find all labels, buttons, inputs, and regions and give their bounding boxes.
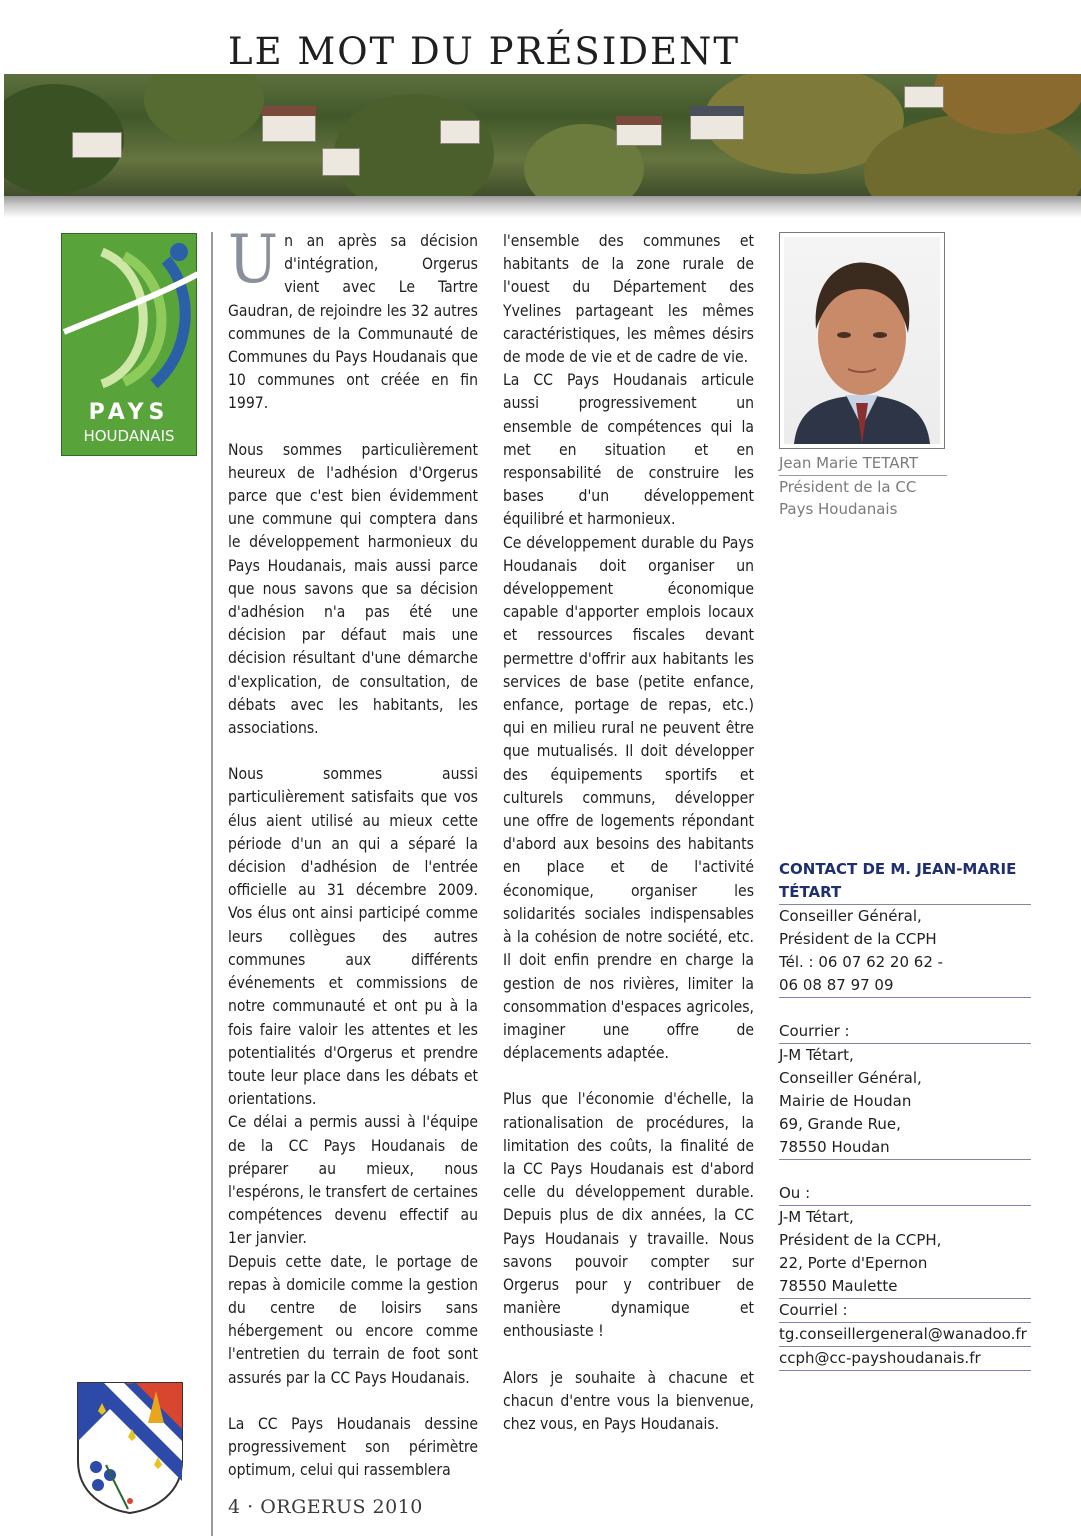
page-footer: 4 · ORGERUS 2010 xyxy=(228,1496,423,1518)
portrait-role: Président de la CC Pays Houdanais xyxy=(779,477,917,518)
portrait-photo xyxy=(784,237,940,444)
address-line: 69, Grande Rue, xyxy=(779,1115,901,1133)
address-line: 78550 Houdan xyxy=(779,1136,1031,1160)
paragraph: Plus que l'économie d'échelle, la rationalisation de procédures, la limitation des coûts, la finalité de la CC Pays Houdanais est d'abord celle du développement durable. Depuis plus de dix années, la CC Pays Houdanais y travaille. Nous savons pouvoir compter sur Orgerus pour y contribuer de manière dynamique et enthousiaste ! xyxy=(503,1090,754,1341)
logo-text-houdanais: HOUDANAIS xyxy=(83,427,175,445)
address-line: Mairie de Houdan xyxy=(779,1092,912,1110)
logo-text-pays: PAYS xyxy=(88,400,170,425)
article-column-1 xyxy=(228,221,478,1482)
paragraph: Un an après sa décision d'intégration, Orgerus vient avec Le Tartre Gaudran, de rejoindre les 32 autres communes de la Communauté de Communes du Pays Houdanais que 10 communes ont créée en fin 1997. xyxy=(228,221,478,413)
portrait-caption xyxy=(779,452,947,521)
paragraph: Alors je souhaite à chacune et chacun d'entre vous la bienvenue, chez vous, en Pays Houdanais. xyxy=(503,1368,754,1433)
address-line: 78550 Maulette xyxy=(779,1275,1031,1299)
president-portrait xyxy=(779,232,945,449)
page-title: LE MOT DU PRÉSIDENT xyxy=(228,30,741,73)
address-line: Conseiller Général, xyxy=(779,1069,922,1087)
drop-cap: U xyxy=(228,221,279,298)
contact-line: Président de la CCPH xyxy=(779,930,937,948)
paragraph: Nous sommes particulièrement heureux de l'adhésion d'Orgerus parce que c'est bien évidemment une commune qui comptera dans le développement harmonieux du Pays Houdanais, mais aussi parce que nous savons que sa décision d'adhésion n'a pas été une décision par défaut mais une décision résultant d'une démarche d'explication, de consultation, de débats avec les habitants, les associations. xyxy=(228,440,478,738)
address-line: Président de la CCPH, xyxy=(779,1231,942,1249)
contact-line: Conseiller Général, xyxy=(779,907,922,925)
pays-houdanais-logo xyxy=(61,233,197,456)
contact-block xyxy=(779,858,1031,1371)
banner-shadow xyxy=(4,196,1081,218)
contact-line: Tél. : 06 07 62 20 62 - xyxy=(779,953,944,971)
contact-heading: CONTACT DE M. JEAN-MARIE TÉTART xyxy=(779,858,1031,905)
portrait-name: Jean Marie TETART xyxy=(779,452,947,476)
address-line: J-M Tétart, xyxy=(779,1046,854,1064)
contact-line: 06 08 87 97 09 xyxy=(779,974,1031,998)
logo-swoosh-icon xyxy=(62,234,198,404)
article-column-2 xyxy=(503,230,754,1436)
paragraph: La CC Pays Houdanais dessine progressivement son périmètre optimum, celui qui rassemblera xyxy=(228,1414,478,1480)
person-icon xyxy=(784,237,940,444)
paragraph: Ce délai a permis aussi à l'équipe de la CC Pays Houdanais de préparer au mieux, nous l'espérons, le transfert de certaines compétences devenu effectif au 1er janvier. xyxy=(228,1113,478,1248)
email-link[interactable]: tg.conseillergeneral@wanadoo.fr xyxy=(779,1323,1031,1347)
address-line: J-M Tétart, xyxy=(779,1208,854,1226)
paragraph: l'ensemble des communes et habitants de la zone rurale de l'ouest du Département des Yvelines partageant les mêmes caractéristiques, les mêmes désirs de mode de vie et de cadre de vie. xyxy=(503,232,754,367)
courrier-label: Courrier : xyxy=(779,1020,1031,1044)
email-link[interactable]: ccph@cc-payshoudanais.fr xyxy=(779,1347,1031,1371)
paragraph: Ce développement durable du Pays Houdanais doit organiser un développement économique capable d'apporter emplois locaux et ressources fiscales devant permettre d'offrir aux habitants les services de base (petite enfance, enfance, portage de repas, etc.) qui en milieu rural ne peuvent être que mutualisés. Il doit développer des équipements sportifs et culturels communs, développer une offre de logements répondant d'abord aux besoins des habitants en place et de l'activité économique, organiser les solidarités sociales indispensables à la cohésion de notre société, etc. Il doit enfin prendre en charge la gestion de nos rivières, limiter la consommation d'espaces agricoles, imaginer une offre de déplacements adaptée. xyxy=(503,533,754,1063)
orgerus-coat-of-arms-icon xyxy=(76,1381,184,1515)
aerial-village-banner xyxy=(4,74,1081,196)
paragraph: Nous sommes aussi particulièrement satisfaits que vos élus aient utilisé au mieux cette période d'un an qui a séparé la décision d'adhésion de l'entrée officielle au 31 décembre 2009. Vos élus ont ainsi participé comme leurs collègues des autres communes aux différents événements et commissions de notre communauté et ont pu à la fois faire valoir les attentes et les potentialités d'Orgerus et prendre toute leur place dans les débats et orientations. xyxy=(228,765,478,1109)
courriel-label: Courriel : xyxy=(779,1299,1031,1323)
column-divider xyxy=(211,232,213,1536)
ou-label: Ou : xyxy=(779,1182,1031,1206)
paragraph: Depuis cette date, le portage de repas à domicile comme la gestion du centre de loisirs sans hébergement ou encore comme l'entretien du terrain de foot sont assurés par la CC Pays Houdanais. xyxy=(228,1252,478,1387)
paragraph: La CC Pays Houdanais articule aussi progressivement un ensemble de compétences qui la met en situation et en responsabilité de construire les bases d'un développement équilibré et harmonieux. xyxy=(503,371,754,529)
address-line: 22, Porte d'Epernon xyxy=(779,1254,928,1272)
